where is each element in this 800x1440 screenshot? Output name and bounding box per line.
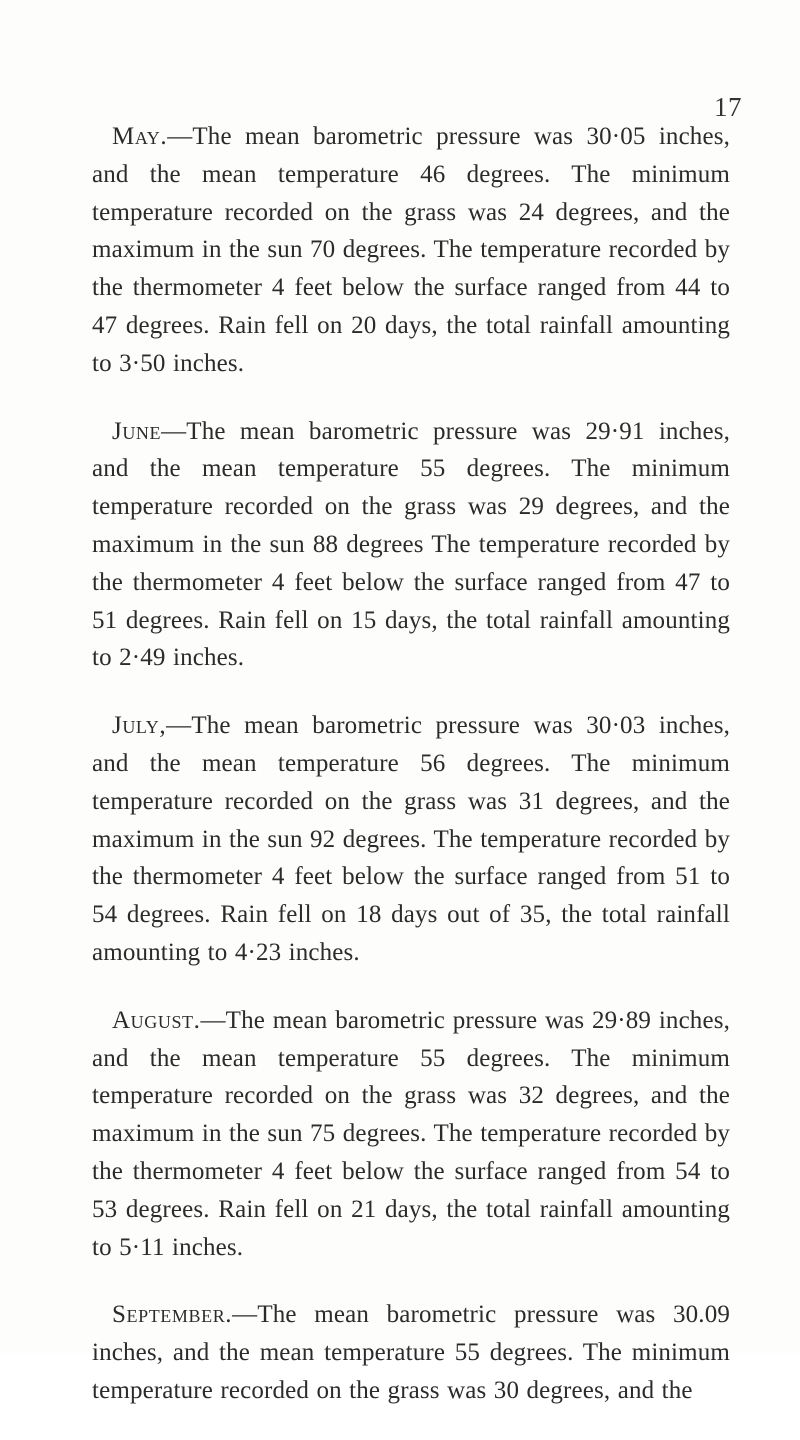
paragraph-september-text: —The mean barometric pressure was 30.09 inches, and the mean temperature 55 degrees. The minimum temperature recorded on the grass was 30 degrees, and the: [92, 1301, 730, 1404]
paragraph-june: [92, 413, 730, 678]
month-heading-august: August.: [112, 1006, 201, 1034]
paragraph-may-text: —The mean barometric pressure was 30·05 inches, and the mean temperature 46 degrees. The minimum temperature recorded on the grass was 24 degrees, and the maximum in the sun 70 degrees. The temperature recorded by the thermometer 4 feet below the surface ranged from 44 to 47 degrees. Rain fell on 20 days, the total rainfall amounting to 3·50 inches.: [92, 123, 730, 377]
paragraph-august: [92, 1002, 730, 1267]
month-heading-may: May.: [112, 123, 168, 150]
page-number: 17: [714, 92, 742, 122]
paragraph-may: [92, 118, 730, 383]
month-heading-july: July,: [112, 712, 167, 740]
paragraph-july: [92, 707, 730, 972]
paragraph-september: [92, 1296, 730, 1409]
month-heading-june: June: [112, 417, 162, 445]
paragraph-june-text: —The mean barometric pressure was 29·91 inches, and the mean temperature 55 degrees. The minimum temperature recorded on the grass was 29 degrees, and the maximum in the sun 88 degrees The temperature recorded by the thermometer 4 feet below the surface ranged from 47 to 51 degrees. Rain fell on 15 days, the total rainfall amounting to 2·49 inches.: [92, 417, 730, 672]
body-text: [92, 118, 730, 1440]
paragraph-july-text: —The mean barometric pressure was 30·03 inches, and the mean temperature 56 degrees. The minimum temperature recorded on the grass was 31 degrees, and the maximum in the sun 92 degrees. The temperature recorded by the thermometer 4 feet below the surface ranged from 51 to 54 degrees. Rain fell on 18 days out of 35, the total rainfall amounting to 4·23 inches.: [92, 712, 730, 966]
paragraph-august-text: —The mean barometric pressure was 29·89 inches, and the mean temperature 55 degrees. The minimum temperature recorded on the grass was 32 degrees, and the maximum in the sun 75 degrees. The temperature recorded by the thermometer 4 feet below the surface ranged from 54 to 53 degrees. Rain fell on 21 days, the total rainfall amounting to 5·11 inches.: [92, 1006, 730, 1261]
month-heading-september: September.: [112, 1301, 233, 1329]
